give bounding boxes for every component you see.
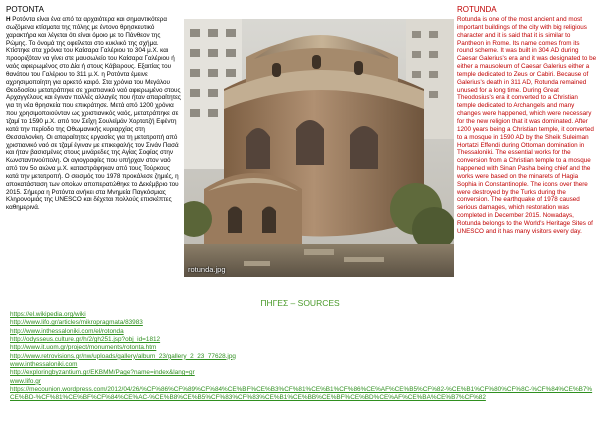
source-link[interactable]: https://mecounion.wordpress.com/2012/04/26/%CF%86%CF%89%CF%84%CE%BF%CE%B3%CF%81%CE%B1%CF%86%CE%AF%CE%B5%CF%82-%CE%B1%CF%80%CF%8C-%CF%84%CE%B7%CE%BD-%CF%81%CE%BF%CF%84%CE%AC-%CE%B8%CE%B5%CF%83%CF%83%CE%B1%CE%BB%CE%BF%CE%BD%CE%AF%CE%BA%CE%B7%CF%82 bbox=[10, 386, 593, 402]
sources-title: ΠΗΓΕΣ – SOURCES bbox=[260, 298, 340, 308]
source-link[interactable]: http://www.retrovisions.gr/nw/uploads/gallery/album_23/gallery_2_23_77628.jpg bbox=[10, 352, 236, 360]
photo-caption: rotunda.jpg bbox=[188, 265, 226, 274]
source-link[interactable]: www.lifo.gr bbox=[10, 377, 41, 385]
greek-paragraph bbox=[6, 16, 182, 212]
source-link[interactable]: http://odysseus.culture.gr/h/2/gh251.jsp?obj_id=1812 bbox=[10, 336, 161, 344]
english-title: ROTUNDA bbox=[457, 5, 497, 14]
source-link[interactable]: http://exploringbyzantium.gr/EKBMM/Page?name=index&lang=gr bbox=[10, 369, 195, 377]
rotunda-illustration bbox=[184, 19, 454, 277]
greek-lead-letter: Η bbox=[6, 16, 11, 23]
greek-title: ΡΟΤΟΝΤΑ bbox=[6, 5, 44, 14]
source-link[interactable]: http://www.it.uom.gr/project/monuments/rotonta.htm bbox=[10, 344, 157, 352]
source-link[interactable]: http://www.inthessaloniki.com/el/rotonda bbox=[10, 327, 124, 335]
english-paragraph: Rotunda is one of the most ancient and most important buildings of the city with big religious character and it is said that it is similar to Pantheon in Rome. Its name comes from its round scheme. It was built in 304 AD during Caesar Galerius's era and it was designated to be either a mausoleum of Caesar Galerius either a temple dedicated to Zeus or Cabiri. Because of Galerius's death in 311 AD, Rotunda remained unused for a long time. During Great Theodosius's era it converted to a Christian temple dedicated to Archangels and many changes were happened, which were necessary for the new religion that it was dominated. After 1200 years being a Christian temple, it converted to a mosque in 1590 AD by the Sheik Suleiman Hortatzi Effendi during Ottoman domination in Thessaloniki. The essential works for the conversion from a Christian temple to a mosque happened with Sinan Pasha being chief and the works were based on the minarets of Hagia Sophia in Constantinople. The icons over there were destroyed by the Turks during the conversion. The earthquake of 1978 caused serious damages, which restoration was completed in December 2015. Nowadays, Rotunda belongs to the World's Heritage Sites of UNESCO and it has many visitors every day. bbox=[457, 16, 597, 235]
source-link[interactable]: https://el.wikipedia.org/wiki bbox=[10, 311, 86, 318]
english-column bbox=[457, 5, 597, 236]
sources-list bbox=[10, 311, 596, 403]
source-link[interactable]: http://www.lifo.gr/articles/mikropragmata/83983 bbox=[10, 319, 143, 327]
source-link[interactable]: www.inthessaloniki.com bbox=[10, 361, 78, 369]
greek-column bbox=[6, 5, 182, 212]
greek-body-text: Ροτόντα είναι ένα από τα αρχαιότερα και σημαντικότερα σωζόμενα κτίσματα της πόλης με έντονο θρησκευτικό χαρακτήρα και λέγεται ότι είναι όμοιο με το Πάνθεον της Ρώμης. Το όνομά της οφείλεται στο κυκλικό της σχήμα. Κτίστηκε στα χρόνια του Καίσαρα Γαλέριου το 304 μ.Χ. και προοριζόταν να γίνει στε μαυσωλείο του Καίσαρα Γαλέριου ή ναός αφιερωμένος στο Δία ή στους Κάβειρους. Εξαιτίας του θανάτου του Γαλέριου το 311 μ.Χ. η Ροτόντα έμεινε αχρησιμοποίητη για αρκετό καιρό. Στα χρόνια του Μεγάλου Θεοδοσίου μετατράπηκε σε χριστιανικό ναό αφιερωμένο στους Αρχαγγέλους και έγιναν πολλές αλλαγές που ήταν απαραίτητες για τη νέα θρησκεία που επικράτησε. Μετά από 1200 χρόνια που χρησιμοποιούνταν ως χριστιανικός ναός, μετατράπηκε σε τζαμί το 1590 μ.Χ. από τον Σεΐχη Σουλεϊμάν Χορτατζή Εφέντη κατά την περίοδο της Οθωμανικής κυριαρχίας στη Θεσσαλονίκη. Οι απαραίτητες εργασίες για τη μετατροπή από χριστιανικό ναό σε τζαμί έγιναν με επικεφαλής τον Σινάν Πασά και ήταν βασισμένες στους μινάρεδες της Αγίας Σοφίας στην Κωνσταντινούπολη. Οι αγιογραφίες που υπήρχαν στον ναό από τον 5ο αιώνα μ.Χ. καταστράφηκαν από τους Τούρκους κατά την μετατροπή. Ο σεισμός του 1978 προκάλεσε ζημιές, η αποκατάσταση των οποίων αποπερατώθηκε το Δεκέμβριο του 2015. Σήμερα η Ροτόντα ανήκει στα Μνημεία Παγκόσμιας Κληρονομιάς της UNESCO και δέχεται πολλούς επισκέπτες καθημερινά. bbox=[6, 16, 181, 212]
rotunda-photo bbox=[184, 19, 454, 277]
